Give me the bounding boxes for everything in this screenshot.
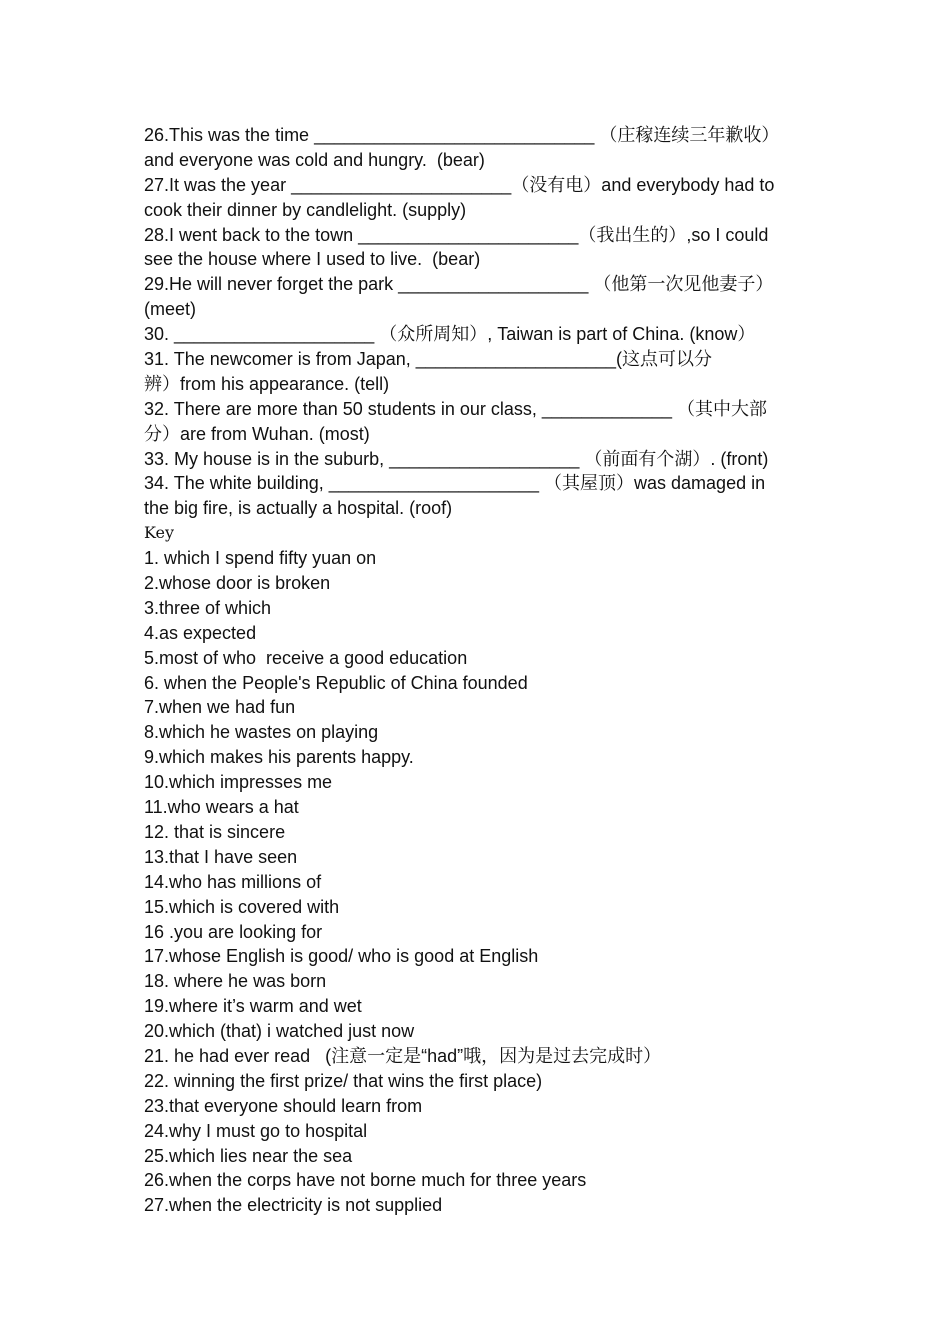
exercise-line: 32. There are more than 50 students in our class, _____________ （其中大部	[144, 398, 768, 419]
exercise-line: 33. My house is in the suburb, ___________________ （前面有个湖）. (front)	[144, 448, 769, 469]
answer-line: 12. that is sincere	[144, 821, 286, 842]
exercise-line: 31. The newcomer is from Japan, ____________________(这点可以分	[144, 349, 713, 370]
exercise-line: 27.It was the year ______________________（没有电）and everybody had to	[144, 174, 775, 195]
answer-line: 20.which (that) i watched just now	[144, 1021, 415, 1042]
exercise-line: 29.He will never forget the park ___________________ （他第一次见他妻子）	[144, 274, 774, 295]
exercise-line: 34. The white building, _____________________ （其屋顶）was damaged in	[144, 473, 766, 494]
exercise-line: see the house where I used to live. (bear)	[144, 249, 481, 270]
exercise-line: the big fire, is actually a hospital. (roof)	[144, 498, 453, 519]
answer-line: 14.who has millions of	[144, 871, 322, 892]
answer-line: 25.which lies near the sea	[144, 1145, 353, 1166]
answer-line: 17.whose English is good/ who is good at English	[144, 946, 539, 967]
key-heading: Key	[144, 523, 175, 543]
answer-line: 10.which impresses me	[144, 772, 333, 793]
exercise-line: cook their dinner by candlelight. (supply)	[144, 199, 467, 220]
answer-line: 16 .you are looking for	[144, 921, 323, 942]
answer-line: 5.most of who receive a good education	[144, 647, 468, 668]
exercise-line: 辨）from his appearance. (tell)	[144, 373, 390, 394]
answer-line: 13.that I have seen	[144, 846, 298, 867]
answer-line: 8.which he wastes on playing	[144, 722, 379, 743]
document-page	[144, 123, 806, 1218]
answer-line: 26.when the corps have not borne much for three years	[144, 1170, 587, 1191]
answer-line: 23.that everyone should learn from	[144, 1095, 423, 1116]
exercise-line: 30. ____________________ （众所周知）, Taiwan is part of China. (know）	[144, 324, 756, 345]
answer-line: 27.when the electricity is not supplied	[144, 1195, 443, 1216]
answer-line: 4.as expected	[144, 622, 257, 643]
answer-line: 6. when the People's Republic of China founded	[144, 672, 528, 693]
exercise-line: (meet)	[144, 299, 197, 320]
exercise-line: 26.This was the time ____________________________ （庄稼连续三年歉收）	[144, 125, 780, 145]
answer-line: 11.who wears a hat	[144, 797, 299, 818]
answer-list	[144, 546, 806, 1218]
answer-line: 22. winning the first prize/ that wins the first place)	[144, 1070, 543, 1091]
answer-line: 2.whose door is broken	[144, 573, 331, 594]
answer-line: 18. where he was born	[144, 971, 327, 992]
answer-line: 21. he had ever read (注意一定是“had”哦，因为是过去完成时）	[144, 1045, 662, 1066]
exercise-line: and everyone was cold and hungry. (bear)	[144, 149, 485, 170]
exercise-line: 28.I went back to the town ______________________（我出生的）,so I could	[144, 224, 769, 245]
answer-line: 9.which makes his parents happy.	[144, 747, 414, 768]
answer-line: 3.three of which	[144, 597, 272, 618]
exercise-list	[144, 123, 806, 521]
exercise-line: 分）are from Wuhan. (most)	[144, 423, 370, 444]
answer-line: 7.when we had fun	[144, 697, 296, 718]
answer-line: 1. which I spend fifty yuan on	[144, 548, 377, 569]
answer-line: 15.which is covered with	[144, 896, 340, 917]
answer-line: 19.where it’s warm and wet	[144, 996, 362, 1017]
answer-line: 24.why I must go to hospital	[144, 1120, 368, 1141]
